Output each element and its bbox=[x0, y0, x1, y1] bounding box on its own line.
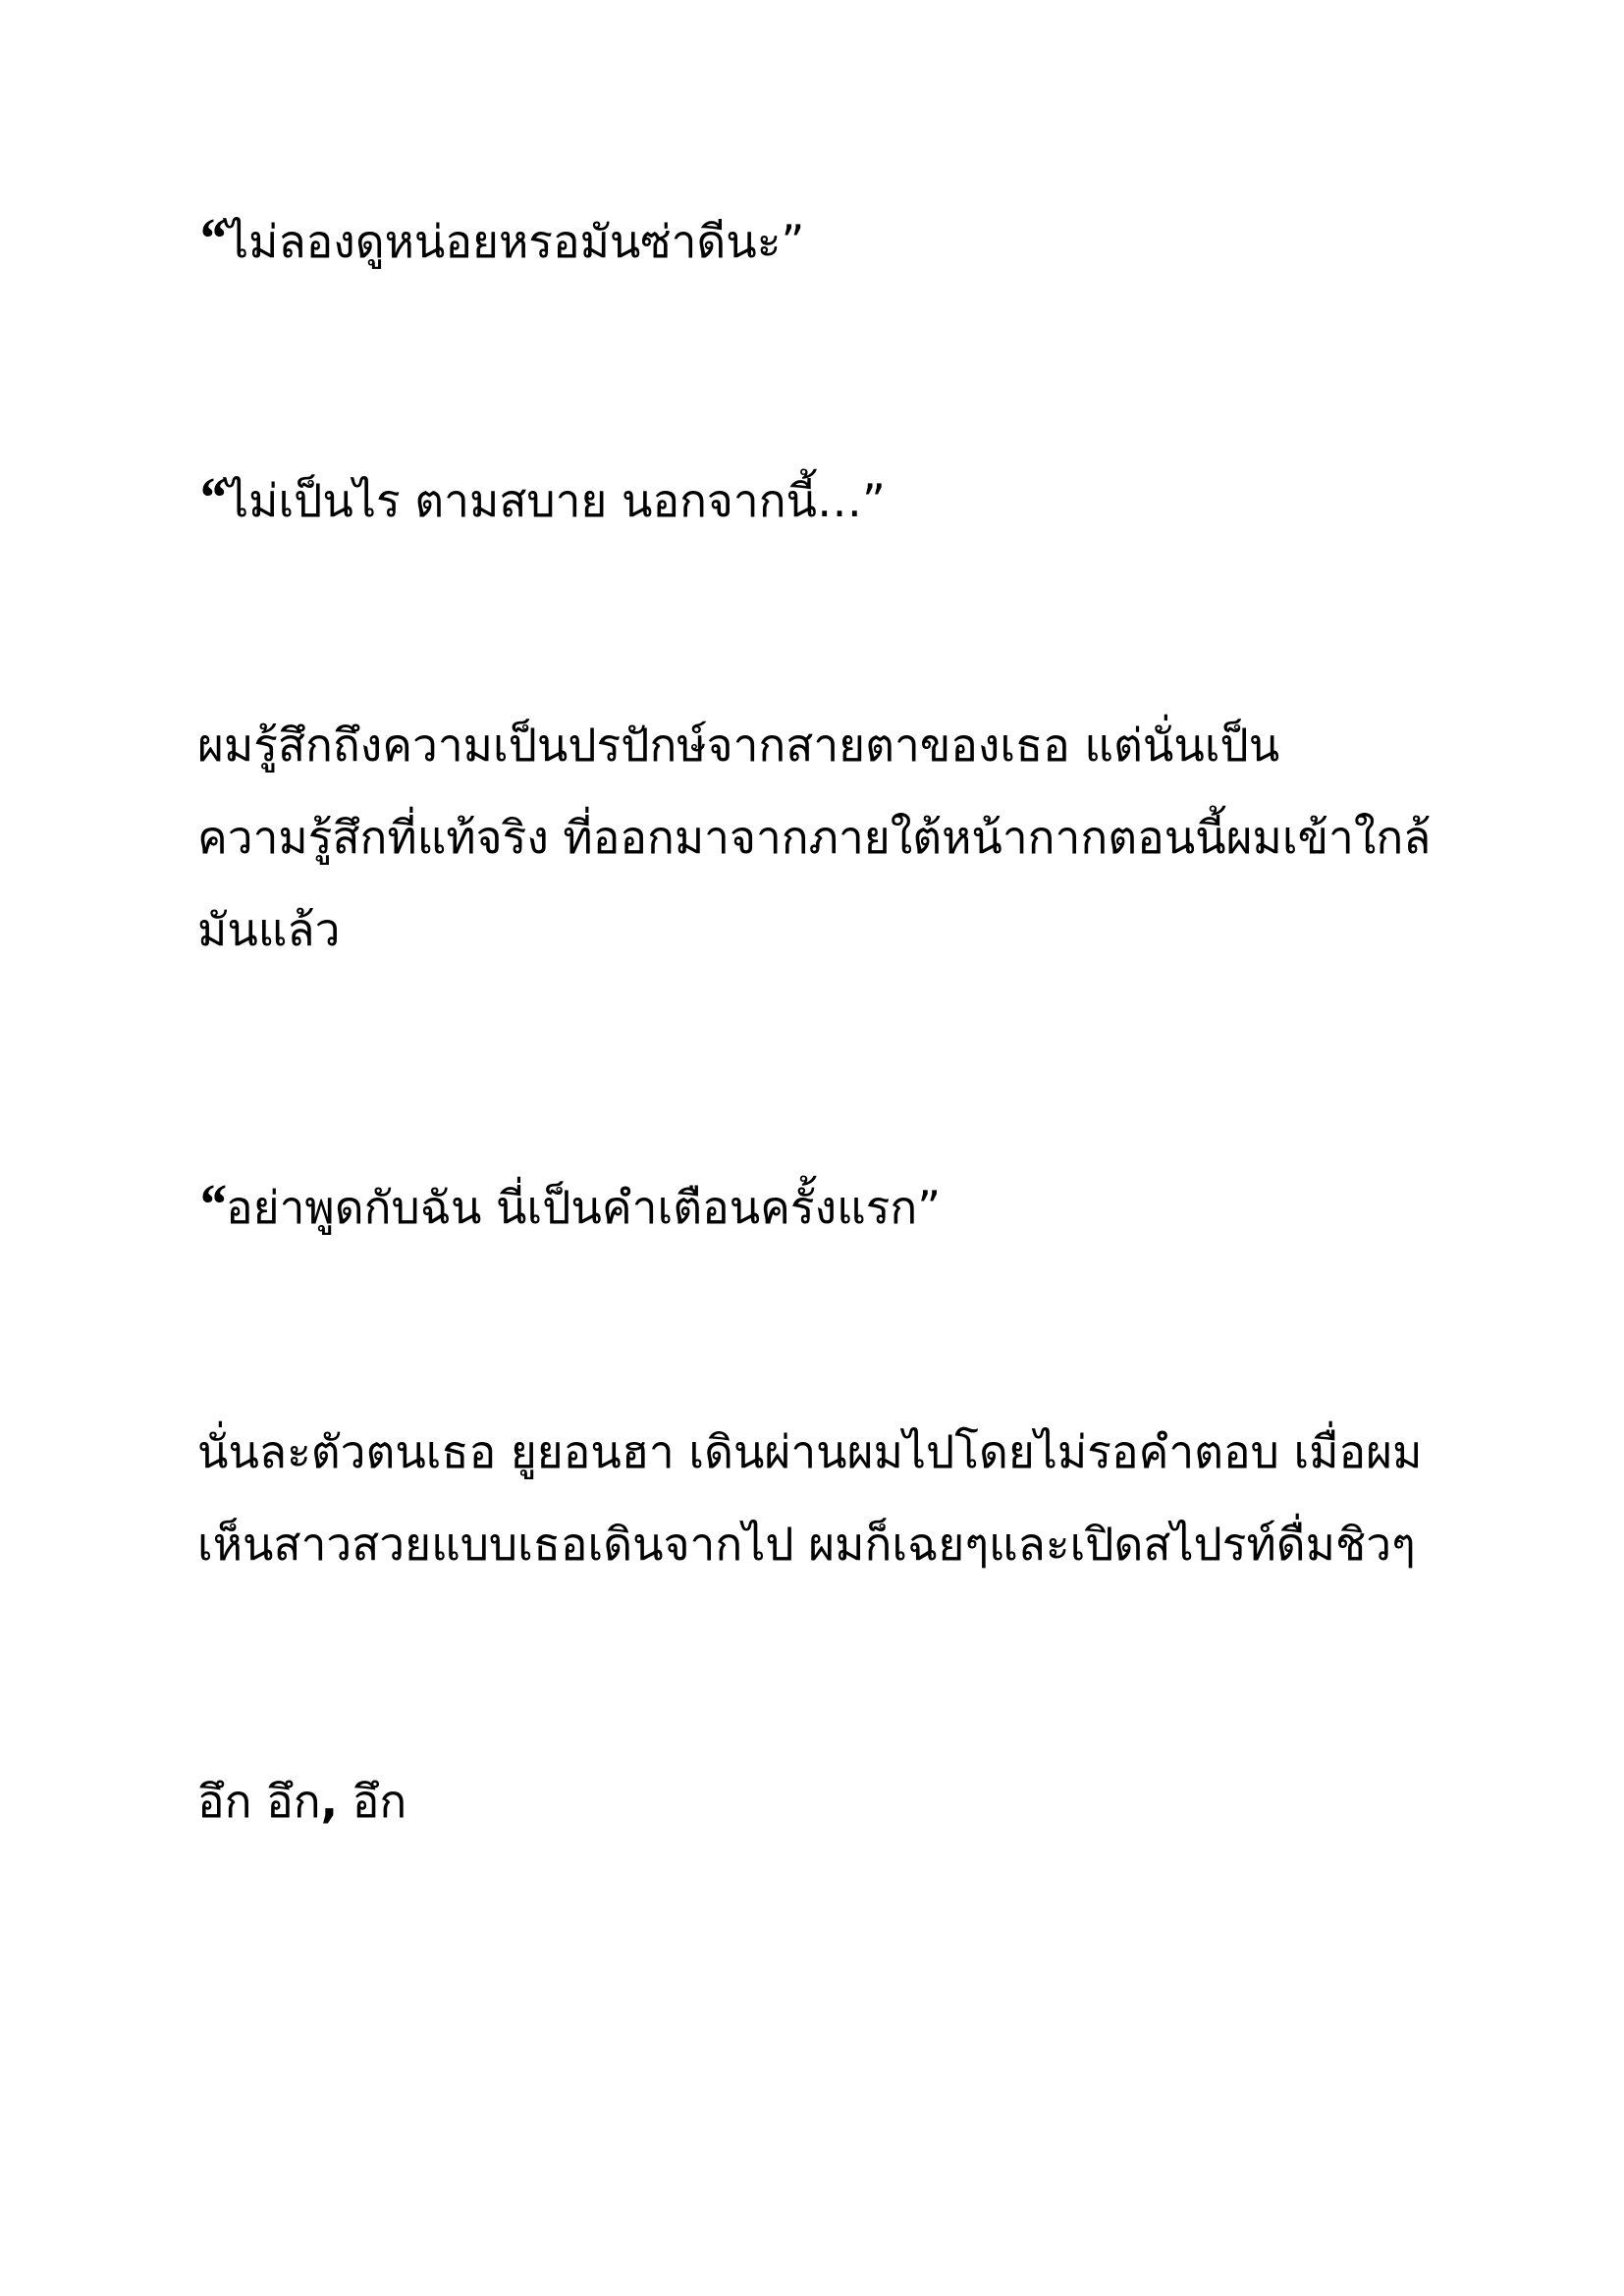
text-line: ผมรู้สึกถึงความเป็นปรปักษ์จากสายตาของเธอ แต่นั่นเป็น bbox=[197, 719, 1280, 772]
text-line: เห็นสาวสวยแบบเธอเดินจากไป ผมก็เฉยๆและเปิดสไปรท์ดื่มชิวๆ bbox=[197, 1518, 1416, 1571]
text-line: นั่นละตัวตนเธอ ยูยอนฮา เดินผ่านผมไปโดยไม่รอคำตอบ เมื่อผม bbox=[197, 1425, 1423, 1478]
text-line bbox=[197, 1158, 1474, 1251]
open-quote: “ bbox=[197, 206, 226, 270]
text-line: มันแล้ว bbox=[197, 903, 341, 956]
sound-text-a: อึก อึก bbox=[197, 1775, 321, 1828]
sound-text-b: อึก bbox=[338, 1775, 407, 1828]
bold-comma: , bbox=[320, 1775, 339, 1828]
dialogue-paragraph-1 bbox=[197, 192, 1474, 285]
text-line: ความรู้สึกที่แท้จริง ที่ออกมาจากภายใต้หน้ากากตอนนี้ผมเข้าใกล้ bbox=[197, 811, 1432, 864]
text-line bbox=[197, 1755, 1474, 1847]
dialogue-text: ไม่ลองดูหน่อยหรอมันซ่าดีนะ” bbox=[226, 215, 805, 268]
sound-effect-paragraph bbox=[197, 1755, 1474, 1847]
narration-paragraph-2 bbox=[197, 1406, 1474, 1590]
dialogue-text: ไม่เป็นไร ตามสบาย นอกจากนี้…” bbox=[226, 474, 886, 527]
open-quote: “ bbox=[197, 465, 226, 529]
text-line bbox=[197, 192, 1474, 285]
dialogue-paragraph-2 bbox=[197, 452, 1474, 544]
dialogue-text: อย่าพูดกับฉัน นี่เป็นคำเตือนครั้งแรก” bbox=[226, 1181, 942, 1234]
text-line bbox=[197, 452, 1474, 544]
open-quote: “ bbox=[197, 1172, 226, 1236]
narration-paragraph-1 bbox=[197, 699, 1474, 976]
dialogue-paragraph-3 bbox=[197, 1158, 1474, 1251]
